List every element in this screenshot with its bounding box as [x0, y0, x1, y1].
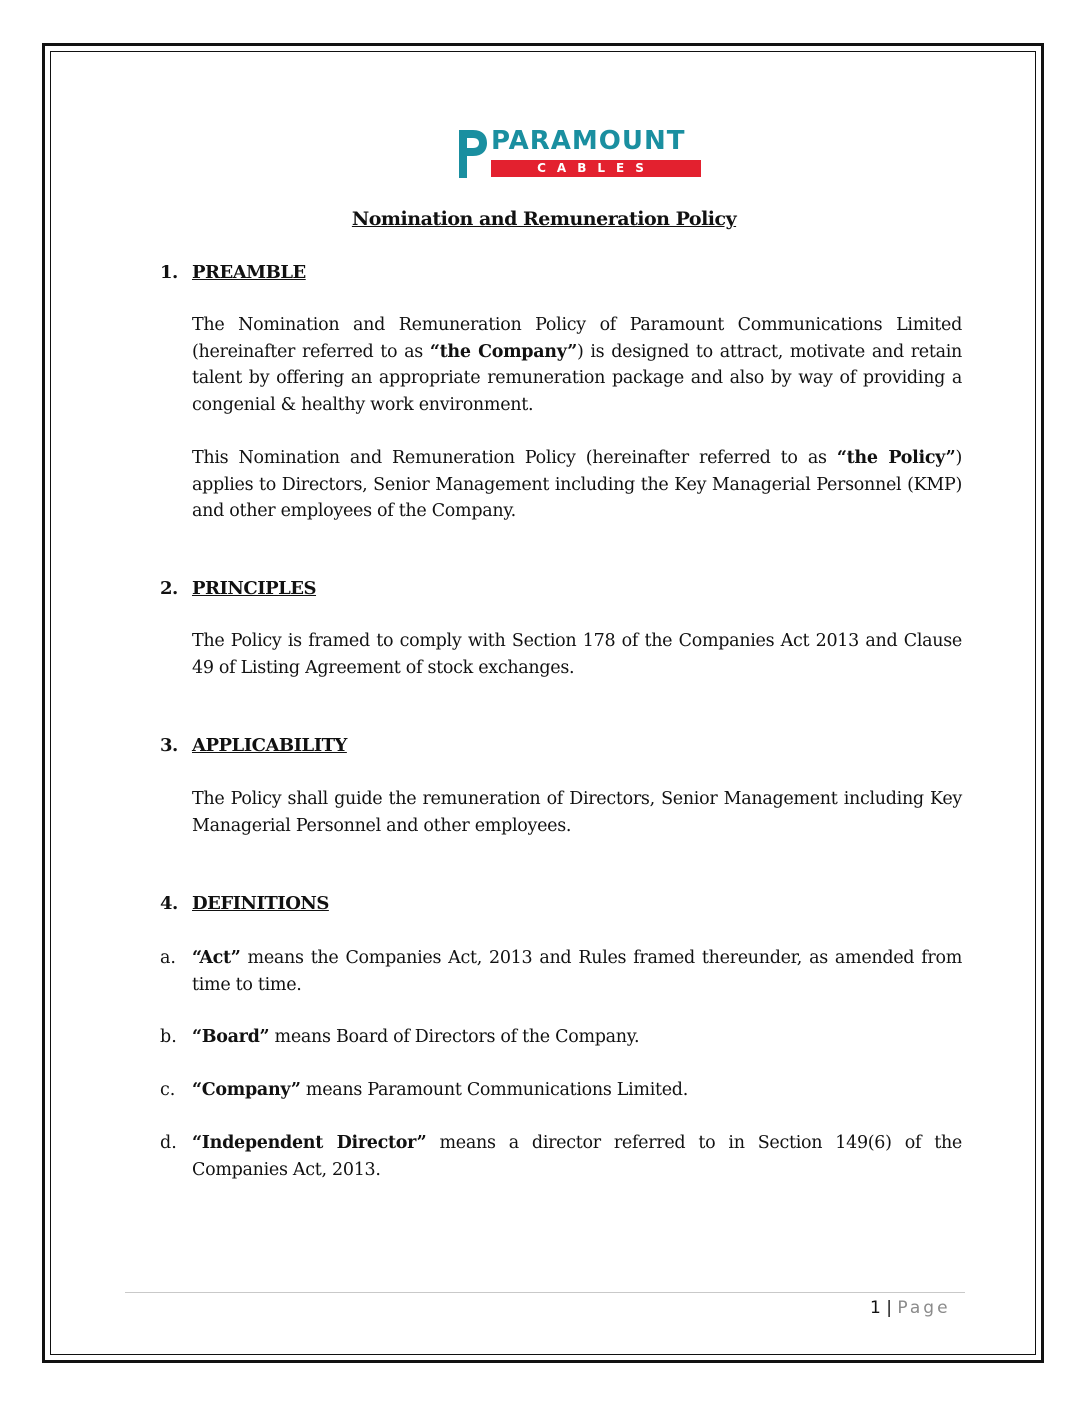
section-title: DEFINITIONS [192, 893, 329, 914]
section-number: 2. [160, 578, 178, 599]
page-separator: | [886, 1298, 892, 1318]
definition-letter: b. [160, 1027, 177, 1047]
definition-item: “Company” means Paramount Communications Limited. [192, 1080, 688, 1100]
section-number: 1. [160, 262, 178, 283]
definition-term: “Independent Director” [192, 1133, 427, 1153]
paragraph: The Nomination and Remuneration Policy of Paramount Communications Limited (hereinafter referred to as “the Company”) is designed to attract, motivate and retain talent by offering an appropriate remuneration package and also by way of providing a congenial & healthy work environment. [192, 315, 962, 415]
page-label: Page [897, 1298, 951, 1318]
definition-item: “Board” means Board of Directors of the Company. [192, 1027, 640, 1047]
definition-letter: d. [160, 1133, 177, 1153]
definition-term: “Board” [192, 1027, 270, 1047]
definition-item: “Act” means the Companies Act, 2013 and Rules framed thereunder, as amended from time to time. [192, 948, 962, 995]
document-title: Nomination and Remuneration Policy [351, 208, 737, 230]
definition-term: “Act” [192, 948, 241, 968]
logo-p-mark-icon [455, 128, 489, 180]
paragraph: The Policy shall guide the remuneration of Directors, Senior Management including Key Managerial Personnel and other employees. [192, 789, 962, 836]
definition-item: “Independent Director” means a director referred to in Section 149(6) of the Companies Act, 2013. [192, 1133, 962, 1180]
logo-brand-text: PARAMOUNT [491, 126, 686, 156]
page-number: 1 [870, 1298, 881, 1318]
section-title: PREAMBLE [192, 262, 306, 283]
logo-sub-text: CABLES [491, 160, 701, 177]
section-title: PRINCIPLES [192, 578, 317, 599]
definition-letter: a. [160, 948, 176, 968]
company-logo [455, 128, 703, 180]
section-title: APPLICABILITY [192, 735, 347, 756]
page-footer [870, 1298, 951, 1318]
definition-term: “Company” [192, 1080, 301, 1100]
paragraph: This Nomination and Remuneration Policy (hereinafter referred to as “the Policy”) applies to Directors, Senior Management including the Key Managerial Personnel (KMP) and other employees of the Company. [192, 448, 962, 521]
footer-divider [125, 1292, 965, 1293]
term-bold: “the Company” [429, 341, 577, 362]
section-heading [160, 893, 329, 914]
section-heading [160, 578, 316, 599]
definition-letter: c. [160, 1080, 176, 1100]
paragraph: The Policy is framed to comply with Section 178 of the Companies Act 2013 and Clause 49 of Listing Agreement of stock exchanges. [192, 631, 962, 678]
section-number: 3. [160, 735, 178, 756]
section-heading [160, 262, 306, 283]
section-heading [160, 735, 347, 756]
section-number: 4. [160, 893, 178, 914]
term-bold: “the Policy” [836, 448, 956, 468]
